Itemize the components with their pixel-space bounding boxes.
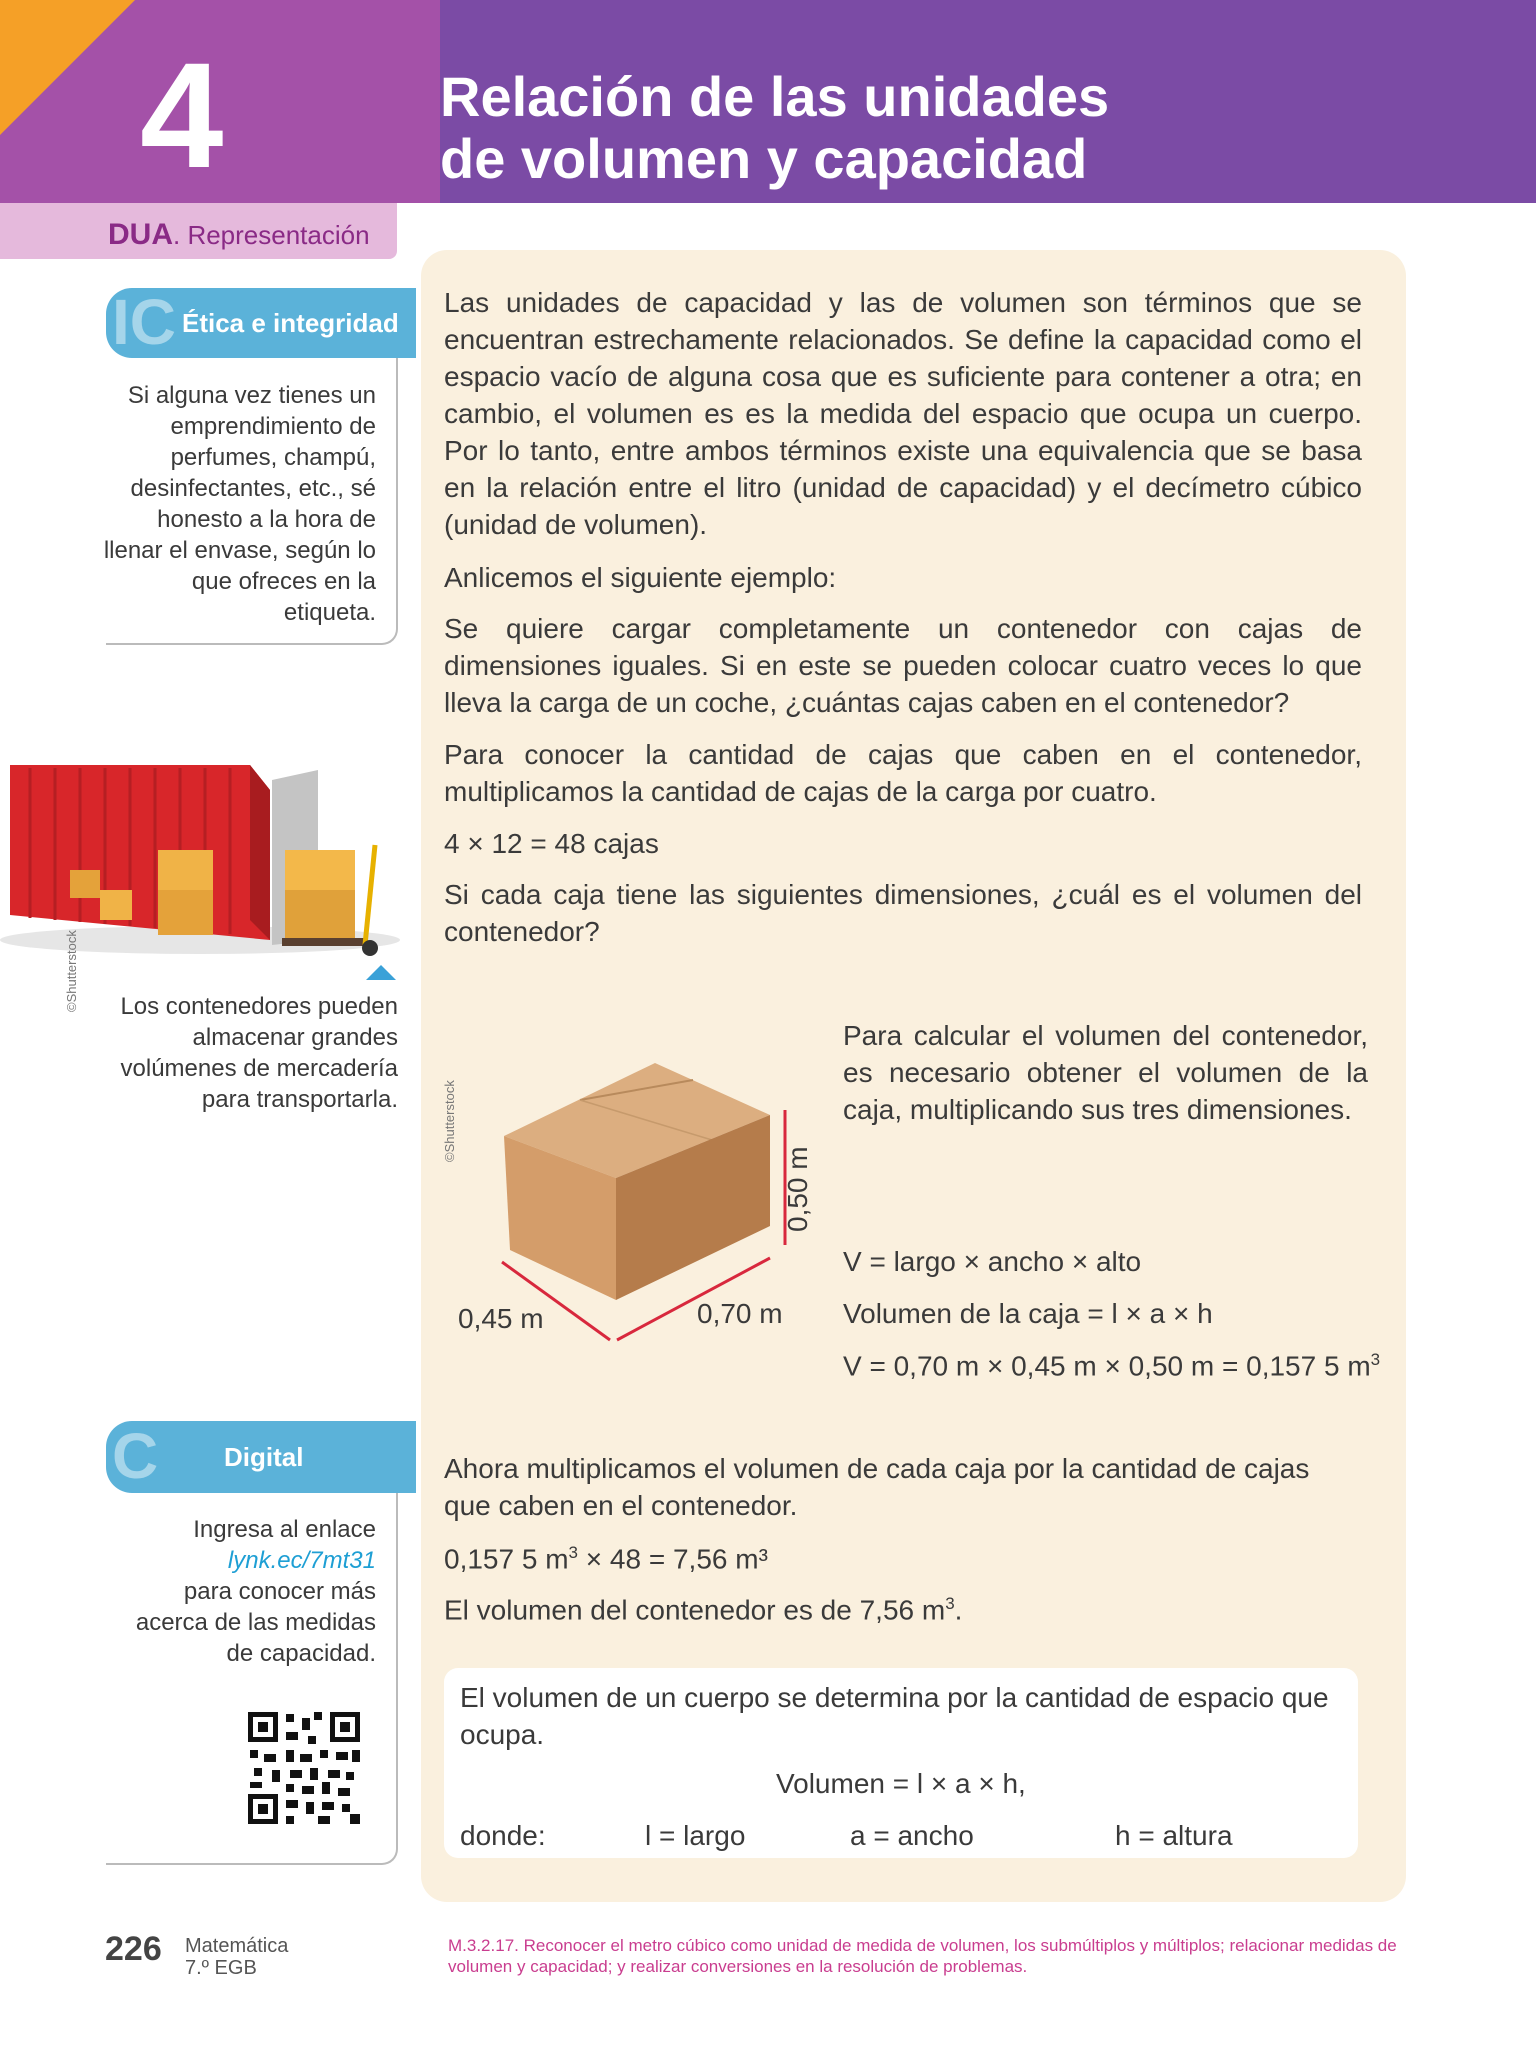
ethics-line: etiqueta. bbox=[283, 599, 376, 626]
box-width-label: 0,45 m bbox=[458, 1303, 544, 1334]
box-length-label: 0,70 m bbox=[697, 1298, 783, 1329]
definition-text: El volumen de un cuerpo se determina por la cantidad de espacio que ocupa. bbox=[460, 1682, 1329, 1750]
page-number: 226 bbox=[105, 1930, 162, 1968]
caption-line: para transportarla. bbox=[201, 1086, 398, 1113]
calc-volume-a: 0,157 5 m bbox=[444, 1543, 569, 1575]
subject-label bbox=[185, 1935, 288, 1979]
c-badge-icon: C bbox=[112, 1420, 159, 1492]
step-one: Para conocer la cantidad de cajas que caben en el contenedor, multiplicamos la cantidad de cajas de la carga por cuatro. bbox=[444, 739, 1362, 807]
skill-criterion: M.3.2.17. Reconocer el metro cúbico como unidad de medida de volumen, los submúltiplos y múltiplos; relacionar medidas de volumen y capacidad; y realizar conversiones en la resolución de problemas. bbox=[448, 1936, 1397, 1976]
title-line-2: de volumen y capacidad bbox=[440, 127, 1088, 190]
result-end: . bbox=[954, 1594, 963, 1626]
cubic-exponent: 3 bbox=[1370, 1350, 1381, 1369]
digital-line: Ingresa al enlace bbox=[193, 1516, 376, 1543]
cubic-exponent: 3 bbox=[945, 1594, 955, 1613]
ethics-title: Ética e integridad bbox=[182, 308, 399, 338]
digital-line: acerca de las medidas bbox=[135, 1609, 376, 1636]
calc-boxes: 4 × 12 = 48 cajas bbox=[444, 828, 659, 859]
caption-line: volúmenes de mercadería bbox=[120, 1055, 398, 1082]
cubic-exponent: 3 bbox=[568, 1543, 578, 1562]
ic-badge-icon: IC bbox=[112, 286, 176, 358]
ethics-line: llenar el envase, según lo bbox=[103, 537, 376, 564]
ethics-line: honesto a la hora de bbox=[157, 506, 376, 533]
dua-rest: . Representación bbox=[173, 220, 370, 250]
title-line-1: Relación de las unidades bbox=[440, 65, 1110, 128]
formula-general: V = largo × ancho × alto bbox=[843, 1246, 1142, 1277]
definition-h: h = altura bbox=[1115, 1820, 1233, 1851]
ethics-line: emprendimiento de bbox=[170, 413, 376, 440]
container-credit: ©Shutterstock bbox=[64, 930, 79, 1012]
caption-line: almacenar grandes bbox=[192, 1024, 398, 1051]
ethics-line: que ofreces en la bbox=[191, 568, 376, 595]
explain-paragraph: Para calcular el volumen del contenedor, es necesario obtener el volumen de la caja, multiplicando sus tres dimensiones. bbox=[843, 1020, 1368, 1125]
definition-formula: Volumen = l × a × h, bbox=[776, 1768, 1026, 1799]
box-credit: ©Shutterstock bbox=[442, 1080, 457, 1162]
definition-l: l = largo bbox=[645, 1820, 746, 1851]
calc-volume bbox=[444, 1543, 768, 1575]
caption-line: Los contenedores pueden bbox=[120, 993, 398, 1020]
volume-question: Si cada caja tiene las siguientes dimensiones, ¿cuál es el volumen del contenedor? bbox=[444, 879, 1362, 947]
definition-a: a = ancho bbox=[850, 1820, 974, 1851]
ethics-line: perfumes, champú, bbox=[170, 444, 376, 471]
box-height-label: 0,50 m bbox=[782, 1146, 813, 1232]
subject-name: Matemática bbox=[185, 1935, 289, 1957]
formula-calc bbox=[843, 1350, 1380, 1382]
shipping-container-image bbox=[0, 740, 410, 960]
problem-statement: Se quiere cargar completamente un contenedor con cajas de dimensiones iguales. Si en este se pueden colocar cuatro veces lo que lleva la carga de un coche, ¿cuántas cajas caben en el contenedor? bbox=[444, 613, 1362, 718]
result-text: El volumen del contenedor es de 7,56 m bbox=[444, 1594, 946, 1626]
formula-box: Volumen de la caja = l × a × h bbox=[843, 1298, 1213, 1329]
grade-level: 7.º EGB bbox=[185, 1957, 257, 1979]
intro-paragraph: Las unidades de capacidad y las de volumen son términos que se encuentran estrechamente relacionados. Se define la capacidad como el espacio vacío de alguna cosa que es suficiente para contener a otra; en cambio, el volumen es es la medida del espacio que ocupa un cuerpo. Por lo tanto, entre ambos términos existe una equivalencia que se basa en la relación entre el litro (unidad de capacidad) y el decímetro cúbico (unidad de volumen). bbox=[444, 287, 1362, 540]
step-two: Ahora multiplicamos el volumen de cada caja por la cantidad de cajas que caben en el contenedor. bbox=[444, 1453, 1310, 1521]
example-intro: Anlicemos el siguiente ejemplo: bbox=[444, 562, 837, 593]
digital-line: para conocer más bbox=[183, 1578, 376, 1605]
ethics-text bbox=[100, 380, 376, 628]
chapter-number: 4 bbox=[140, 31, 224, 199]
formula-calc-text: V = 0,70 m × 0,45 m × 0,50 m = 0,157 5 m bbox=[843, 1350, 1371, 1382]
result-statement bbox=[444, 1594, 962, 1626]
ethics-header bbox=[106, 288, 416, 358]
ethics-line: desinfectantes, etc., sé bbox=[130, 475, 376, 502]
digital-link[interactable]: lynk.ec/7mt31 bbox=[227, 1547, 376, 1574]
dua-label bbox=[108, 218, 370, 252]
container-caption bbox=[110, 991, 398, 1115]
digital-header bbox=[106, 1421, 416, 1493]
lesson-title bbox=[440, 66, 1440, 190]
digital-title: Digital bbox=[224, 1442, 304, 1472]
definition-where: donde: bbox=[460, 1820, 546, 1851]
caption-triangle-icon bbox=[366, 965, 396, 980]
qr-code-icon[interactable] bbox=[246, 1710, 362, 1826]
digital-text bbox=[100, 1514, 376, 1669]
digital-line: de capacidad. bbox=[226, 1640, 376, 1667]
dua-bold: DUA bbox=[108, 218, 173, 251]
calc-volume-b: × 48 = 7,56 m³ bbox=[578, 1543, 768, 1575]
header-corner-accent bbox=[0, 0, 135, 135]
ethics-line: Si alguna vez tienes un bbox=[127, 382, 376, 409]
